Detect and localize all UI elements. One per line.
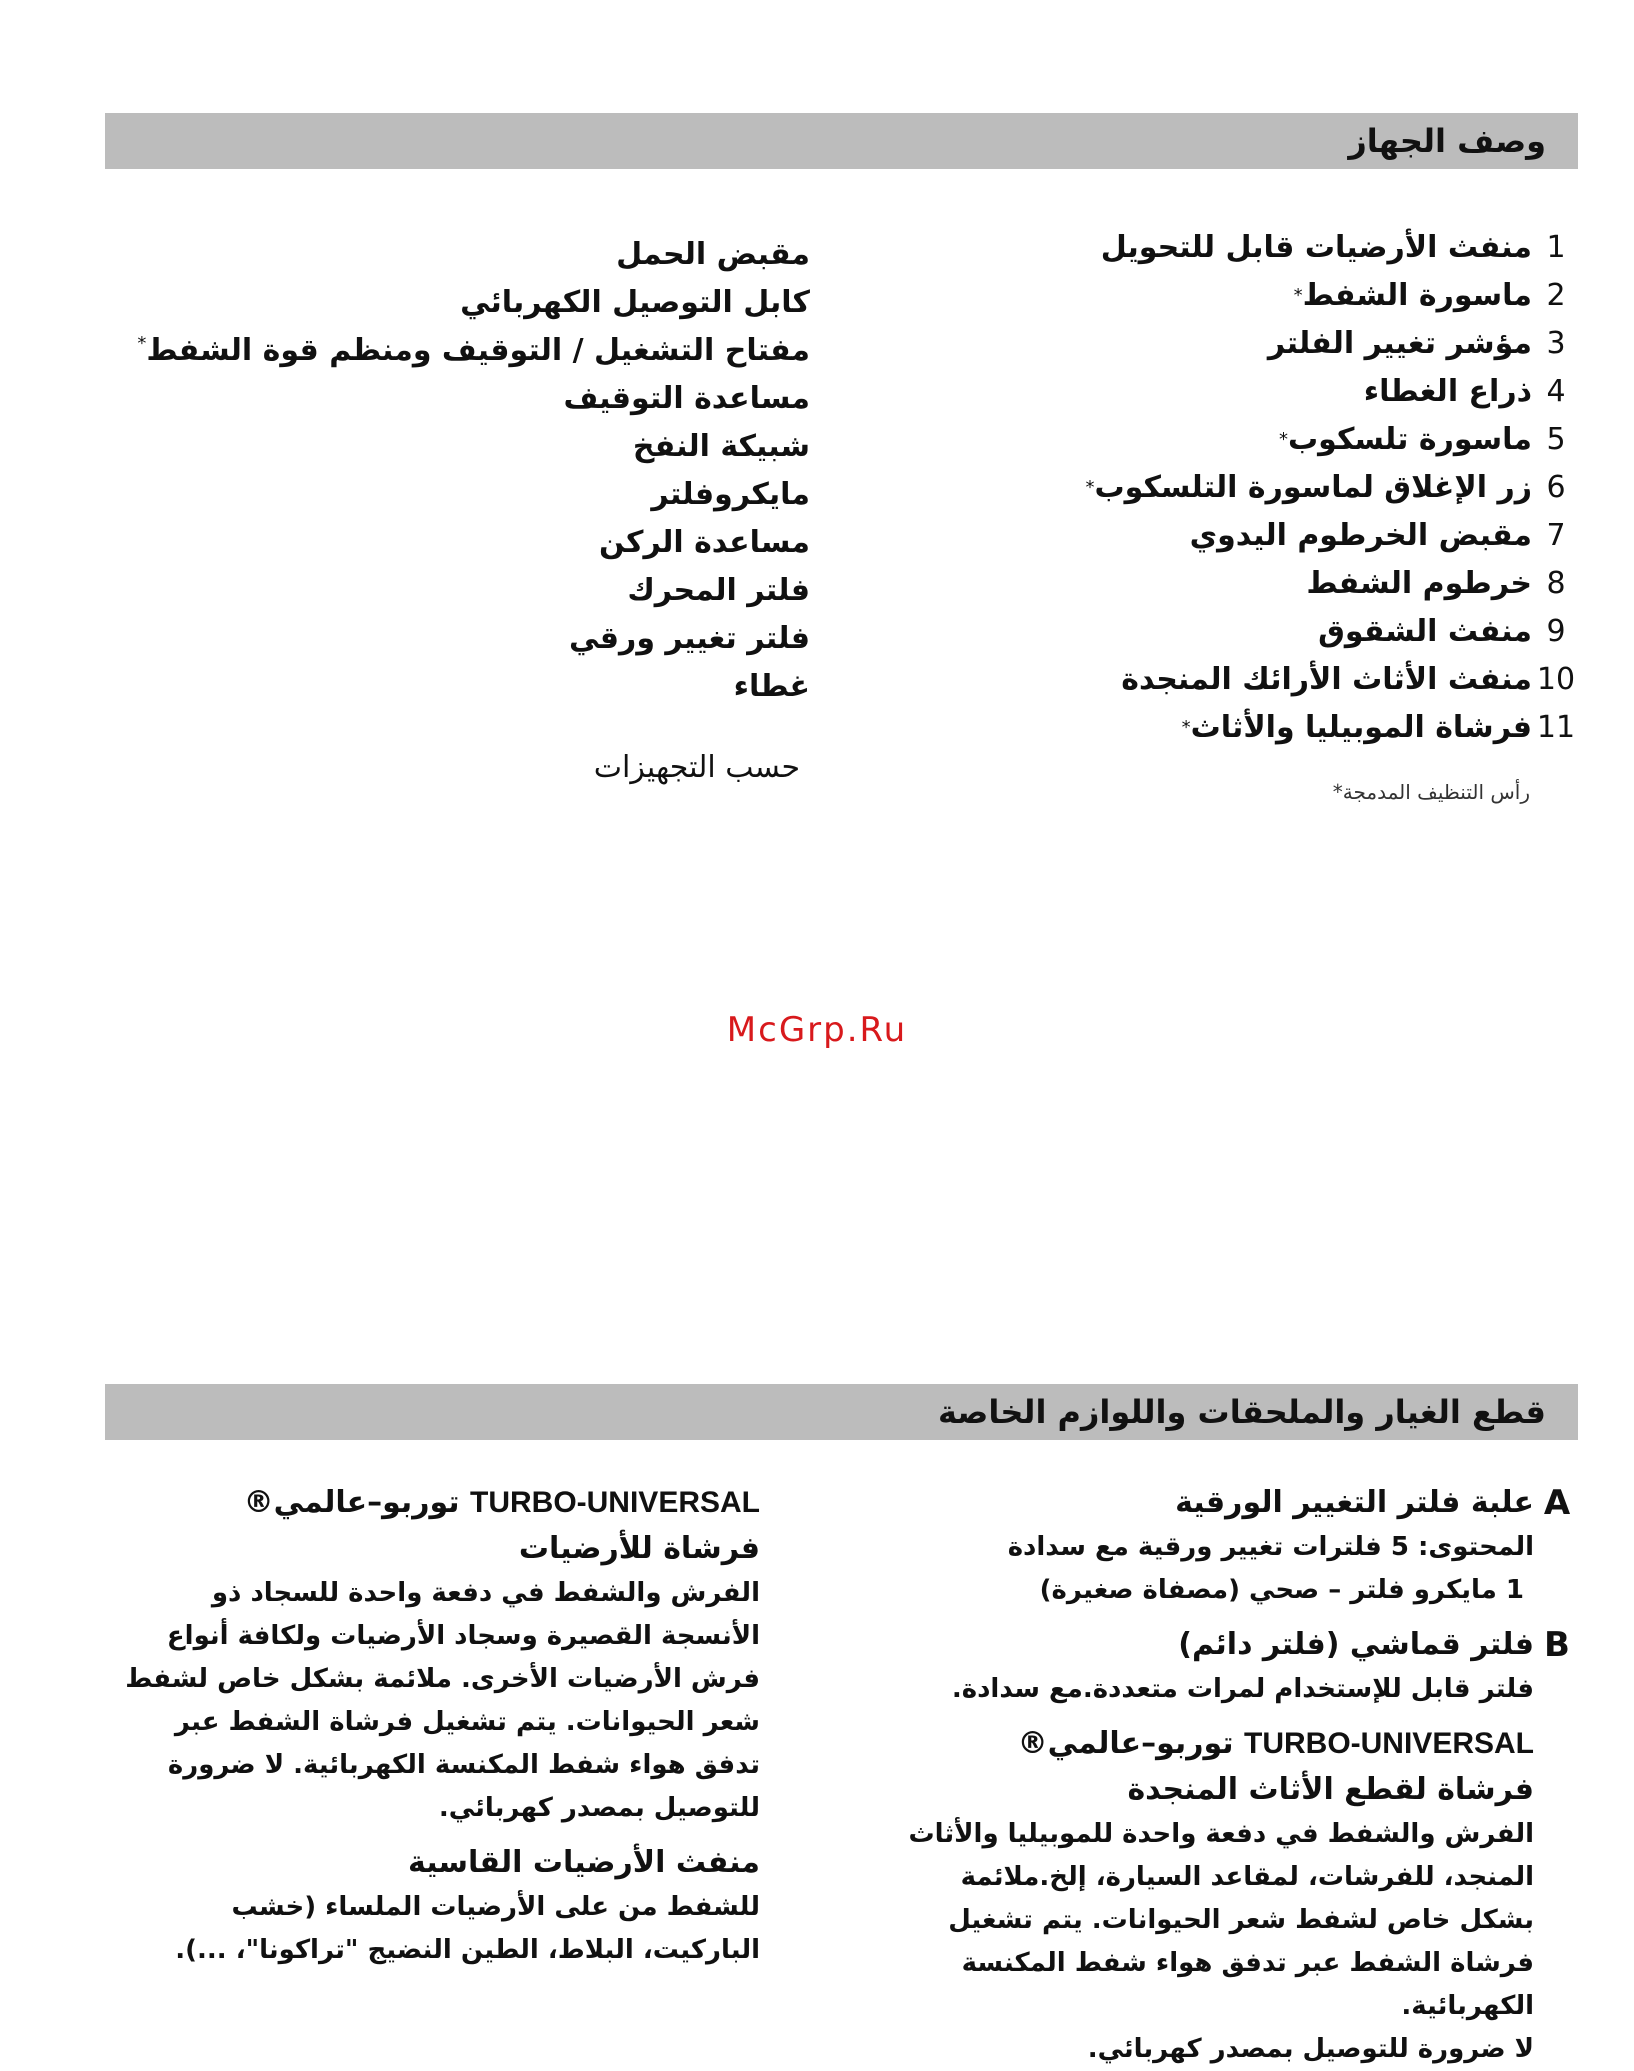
part-number: 2	[1546, 278, 1566, 313]
accessory-subtitle: فرشاة لقطع الأثاث المنجدة	[1127, 1772, 1534, 1807]
part-item	[840, 416, 1580, 464]
part-label: مفتاح التشغيل / التوقيف ومنظم قوة الشفط	[146, 333, 810, 368]
section-header-accessories	[105, 1384, 1578, 1440]
accessory-letter: B	[1544, 1625, 1570, 1665]
accessory-description-note: لا ضرورة للتوصيل بمصدر كهربائي.	[1087, 2034, 1534, 2064]
brand-arabic: توربو–عالمي®	[243, 1485, 460, 1520]
part-label: منفث الشقوق	[1318, 614, 1532, 649]
part-item	[140, 512, 810, 560]
part-number: 4	[1546, 374, 1566, 409]
optional-marker: *	[1181, 717, 1191, 738]
part-label: منفث الأرضيات قابل للتحويل	[1100, 230, 1532, 265]
accessory-content-line: المحتوى: 5 فلترات تغيير ورقية مع سدادة	[1007, 1532, 1534, 1562]
part-item	[140, 464, 810, 512]
part-item	[140, 272, 810, 320]
note-equipment: حسب التجهيزات	[593, 750, 800, 785]
part-label: فرشاة الموبيليا والأثاث	[1190, 710, 1532, 745]
accessory-content-line: فلتر قابل للإستخدام لمرات متعددة.مع سدادة.	[951, 1674, 1534, 1704]
brand-latin: TURBO-UNIVERSAL	[470, 1486, 760, 1519]
part-item	[140, 608, 810, 656]
part-label: كابل التوصيل الكهربائي	[460, 285, 810, 320]
optional-marker: *	[137, 333, 147, 354]
section-header-device-description	[105, 113, 1578, 169]
part-item	[840, 272, 1580, 320]
part-item	[140, 224, 810, 272]
accessories-left-column	[120, 1480, 760, 1972]
accessory-description: الفرش والشفط في دفعة واحدة للموبيليا والأثاث المنجد، للفرشات، لمقاعد السيارة، إلخ.ملائمة بشكل خاص لشفط شعر الحيوانات. يتم تشغيل فرشاة الشفط عبر تدفق هواء شفط المكنسة الكهربائية.	[908, 1819, 1534, 2021]
part-item	[840, 320, 1580, 368]
optional-marker: *	[1085, 477, 1095, 498]
accessory-description: للشفط من على الأرضيات الملساء (خشب الباركيت، البلاط، الطين النضيج "تراكونا"، ...).	[175, 1892, 760, 1965]
part-label: مقبض الحمل	[616, 237, 810, 272]
section-title: قطع الغيار والملحقات واللوازم الخاصة	[938, 1393, 1546, 1431]
optional-marker: *	[1278, 429, 1288, 450]
accessory-subtitle: فرشاة للأرضيات	[518, 1531, 760, 1566]
part-item	[840, 512, 1580, 560]
brand-arabic: توربو–عالمي®	[1017, 1726, 1234, 1761]
part-item	[140, 416, 810, 464]
part-number: 11	[1536, 710, 1576, 745]
part-number: 1	[1546, 230, 1566, 265]
part-number: 5	[1546, 422, 1566, 457]
part-number: 3	[1546, 326, 1566, 361]
accessory-turbo-furniture	[880, 1721, 1580, 2071]
part-label: زر الإغلاق لماسورة التلسكوب	[1094, 470, 1532, 505]
brand-latin: TURBO-UNIVERSAL	[1244, 1727, 1534, 1760]
part-item	[140, 656, 810, 704]
part-number: 10	[1536, 662, 1576, 697]
turbo-brand-heading	[880, 1721, 1534, 1767]
part-label: ماسورة الشفط	[1302, 278, 1532, 313]
part-item	[140, 368, 810, 416]
parts-list-continued	[137, 224, 810, 704]
part-number: 8	[1546, 566, 1566, 601]
accessory-letter: A	[1543, 1483, 1571, 1523]
watermark: McGrp.Ru	[726, 1010, 908, 1050]
part-item	[840, 224, 1580, 272]
part-label: غطاء	[733, 669, 810, 704]
section-title: وصف الجهاز	[1348, 122, 1546, 160]
part-item	[840, 656, 1580, 704]
part-item	[840, 560, 1580, 608]
part-label: فلتر تغيير ورقي	[569, 621, 810, 656]
accessory-description: الفرش والشفط في دفعة واحدة للسجاد ذو الأنسجة القصيرة وسجاد الأرضيات ولكافة أنواع فرش الأرضيات الأخرى. ملائمة بشكل خاص لشفط شعر الحيوانات. يتم تشغيل فرشاة الشفط عبر تدفق هواء شفط المكنسة الكهربائية. لا ضرورة للتوصيل بمصدر كهربائي.	[125, 1578, 760, 1823]
part-item	[137, 320, 810, 368]
part-label: مساعدة التوقيف	[563, 381, 810, 416]
part-item	[840, 464, 1580, 512]
part-label: ماسورة تلسكوب	[1287, 422, 1532, 457]
parts-list-numbered	[840, 224, 1580, 752]
part-label: خرطوم الشفط	[1306, 566, 1532, 601]
part-number: 7	[1546, 518, 1566, 553]
part-item	[140, 560, 810, 608]
turbo-brand-heading	[120, 1480, 760, 1526]
part-label: ذراع الغطاء	[1363, 374, 1532, 409]
accessories-right-column	[880, 1480, 1580, 2071]
part-label: منفث الأثاث الأرائك المنجدة	[1121, 662, 1532, 697]
part-label: مقبض الخرطوم اليدوي	[1189, 518, 1532, 553]
accessory-heading: منفث الأرضيات القاسية	[408, 1845, 760, 1880]
accessory-content-line: 1 مايكرو فلتر – صحي (مصفاة صغيرة)	[1039, 1575, 1524, 1605]
part-label: مايكروفلتر	[651, 477, 810, 512]
optional-marker: *	[1293, 285, 1303, 306]
part-number: 6	[1546, 470, 1566, 505]
part-item	[840, 368, 1580, 416]
part-label: مساعدة الركن	[599, 525, 810, 560]
accessory-b	[880, 1622, 1580, 1711]
note-integrated-heads: رأس التنظيف المدمجة*	[1332, 780, 1530, 804]
accessory-a	[880, 1480, 1580, 1612]
part-item	[840, 704, 1580, 752]
part-item	[840, 608, 1580, 656]
part-label: فلتر المحرك	[627, 573, 810, 608]
accessory-heading: علبة فلتر التغيير الورقية	[1175, 1485, 1534, 1520]
part-label: مؤشر تغيير الفلتر	[1267, 326, 1532, 361]
accessory-heading: فلتر قماشي (فلتر دائم)	[1178, 1627, 1534, 1662]
part-number: 9	[1546, 614, 1566, 649]
part-label: شبيكة النفخ	[632, 429, 810, 464]
